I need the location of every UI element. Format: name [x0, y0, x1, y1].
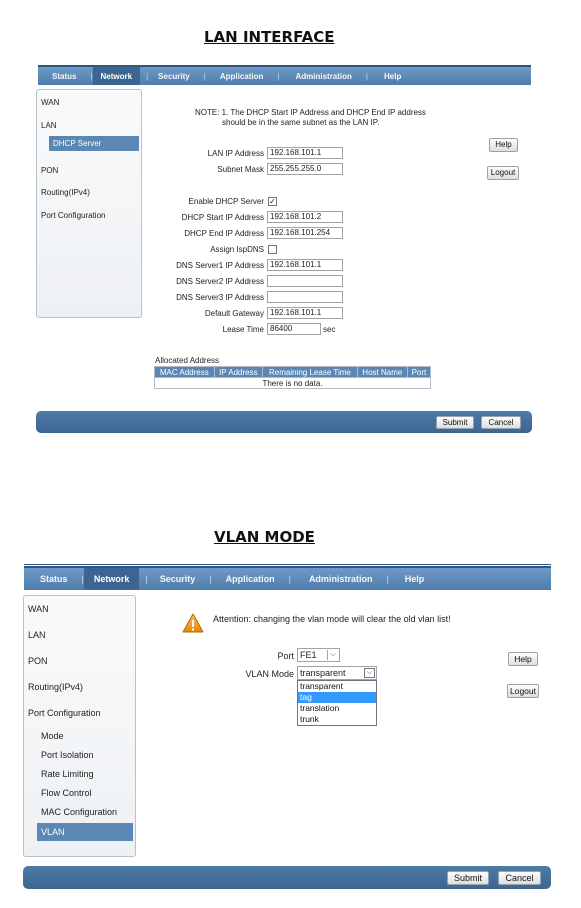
sidebar-item-wan[interactable]: WAN: [41, 98, 60, 107]
dns3-input[interactable]: [267, 291, 343, 303]
column-header-mac: MAC Address: [155, 367, 215, 378]
default-gateway-input[interactable]: 192.168.101.1: [267, 307, 343, 319]
submit-button[interactable]: Submit: [436, 416, 474, 429]
nav-tab-administration[interactable]: Administration: [295, 71, 352, 81]
vlan-top-nav: Status | Network | Security | Application | Administration | Help: [24, 566, 551, 590]
sidebar-item-port-isolation[interactable]: Port Isolation: [41, 750, 94, 760]
sidebar-item-port-configuration[interactable]: Port Configuration: [41, 211, 106, 220]
port-label: Port: [277, 651, 294, 661]
enable-dhcp-label: Enable DHCP Server: [188, 197, 264, 206]
table-row: [155, 378, 431, 389]
nav-tab-network[interactable]: Network: [84, 568, 140, 590]
port-select-value: FE1: [300, 650, 317, 660]
sidebar-item-pon[interactable]: PON: [28, 656, 48, 666]
vlan-attention-text: Attention: changing the vlan mode will clear the old vlan list!: [213, 614, 451, 624]
chevron-down-icon: ⌵: [364, 668, 375, 678]
nav-tab-network[interactable]: Network: [93, 67, 141, 85]
enable-dhcp-checkbox[interactable]: ✓: [269, 197, 276, 206]
lan-top-nav: Status | Network | Security | Application | Administration | Help: [38, 65, 531, 85]
sidebar-item-routing[interactable]: Routing(IPv4): [28, 682, 84, 692]
sidebar-item-mode[interactable]: Mode: [41, 731, 64, 741]
vlan-mode-option-tag[interactable]: tag: [298, 692, 376, 703]
nav-tab-status[interactable]: Status: [40, 574, 68, 584]
column-header-ip: IP Address: [214, 367, 263, 378]
table-header-row: [155, 367, 431, 378]
lan-footer-bar: [36, 411, 532, 433]
vlan-nav-topline: [24, 564, 551, 565]
nav-tab-status[interactable]: Status: [52, 71, 77, 81]
allocated-address-table: [154, 366, 431, 389]
chevron-down-icon: ⌵: [327, 650, 338, 660]
nav-tab-administration[interactable]: Administration: [308, 574, 373, 584]
column-header-remaining-lease: Remaining Lease Time: [263, 367, 358, 378]
port-select[interactable]: [297, 648, 340, 662]
help-button[interactable]: Help: [508, 652, 538, 666]
subnet-mask-input[interactable]: 255.255.255.0: [267, 163, 343, 175]
help-button[interactable]: Help: [489, 138, 518, 152]
dns3-label: DNS Server3 IP Address: [176, 293, 264, 302]
lan-ip-input[interactable]: 192.168.101.1: [267, 147, 343, 159]
nav-tab-security[interactable]: Security: [159, 574, 196, 584]
vlan-mode-option-translation[interactable]: translation: [300, 703, 340, 713]
warning-icon: [182, 612, 204, 634]
nav-tab-help[interactable]: Help: [404, 574, 425, 584]
submit-button[interactable]: Submit: [447, 871, 489, 885]
sidebar-item-dhcp-server[interactable]: DHCP Server: [49, 136, 139, 151]
logout-button[interactable]: Logout: [487, 166, 519, 180]
dns1-input[interactable]: 192.168.101.1: [267, 259, 343, 271]
column-header-host-name: Host Name: [357, 367, 407, 378]
assign-ispdns-label: Assign IspDNS: [210, 245, 264, 254]
vlan-footer-bar: [23, 866, 551, 889]
sidebar-item-rate-limiting[interactable]: Rate Limiting: [41, 769, 94, 779]
cancel-button[interactable]: Cancel: [481, 416, 521, 429]
dhcp-end-ip-input[interactable]: 192.168.101.254: [267, 227, 343, 239]
lan-ip-label: LAN IP Address: [207, 149, 264, 158]
vlan-mode-select-value: transparent: [300, 668, 346, 678]
dns2-input[interactable]: [267, 275, 343, 287]
lease-time-label: Lease Time: [222, 325, 264, 334]
lan-sidebar: [36, 89, 142, 318]
vlan-sidebar: [23, 595, 136, 857]
sidebar-item-pon[interactable]: PON: [41, 166, 59, 175]
dhcp-start-ip-label: DHCP Start IP Address: [181, 213, 264, 222]
sidebar-item-lan[interactable]: LAN: [28, 630, 46, 640]
sidebar-item-vlan[interactable]: VLAN: [37, 823, 133, 841]
column-header-port: Port: [407, 367, 430, 378]
sidebar-item-wan[interactable]: WAN: [28, 604, 49, 614]
vlan-mode-dropdown: [297, 680, 377, 726]
lease-time-unit: sec: [323, 325, 336, 334]
logout-button[interactable]: Logout: [507, 684, 539, 698]
dns2-label: DNS Server2 IP Address: [176, 277, 264, 286]
allocated-address-title: Allocated Address: [155, 356, 220, 365]
vlan-mode-option-transparent[interactable]: transparent: [300, 681, 343, 691]
dhcp-note-line2: should be in the same subnet as the LAN IP.: [222, 118, 380, 127]
lease-time-input[interactable]: 86400: [267, 323, 321, 335]
sidebar-item-lan[interactable]: LAN: [41, 121, 57, 130]
nav-tab-application[interactable]: Application: [225, 574, 275, 584]
dhcp-end-ip-label: DHCP End IP Address: [184, 229, 264, 238]
nav-tab-security[interactable]: Security: [158, 71, 190, 81]
dns1-label: DNS Server1 IP Address: [176, 261, 264, 270]
subnet-mask-label: Subnet Mask: [217, 165, 264, 174]
assign-ispdns-checkbox[interactable]: [268, 245, 277, 254]
sidebar-item-routing[interactable]: Routing(IPv4): [41, 188, 90, 197]
default-gateway-label: Default Gateway: [204, 309, 264, 318]
vlan-mode-label: VLAN Mode: [245, 669, 294, 679]
cancel-button[interactable]: Cancel: [498, 871, 541, 885]
vlan-mode-option-trunk[interactable]: trunk: [300, 714, 319, 724]
dhcp-note-line1: NOTE: 1. The DHCP Start IP Address and DHCP End IP address: [195, 108, 426, 117]
vlan-mode-heading: VLAN MODE: [214, 528, 315, 546]
sidebar-item-mac-configuration[interactable]: MAC Configuration: [41, 807, 118, 817]
sidebar-item-port-configuration[interactable]: Port Configuration: [28, 708, 101, 718]
empty-table-message: There is no data.: [155, 378, 431, 389]
sidebar-item-flow-control[interactable]: Flow Control: [41, 788, 92, 798]
lan-interface-heading: LAN INTERFACE: [204, 28, 335, 46]
nav-tab-help[interactable]: Help: [384, 71, 402, 81]
nav-tab-application[interactable]: Application: [219, 71, 264, 81]
vlan-mode-select[interactable]: [297, 666, 377, 680]
dhcp-start-ip-input[interactable]: 192.168.101.2: [267, 211, 343, 223]
